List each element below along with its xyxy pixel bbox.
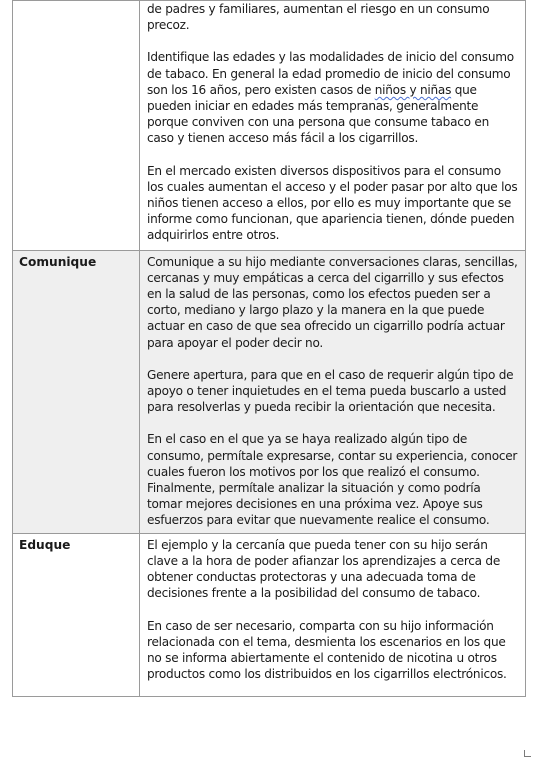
- row-label: Comunique: [13, 250, 140, 533]
- row-content: [140, 1, 526, 251]
- page-corner-mark: [524, 750, 531, 757]
- paragraph: Identifique las edades y las modalidades de inicio del consumo de tabaco. En general la edad promedio de inicio del consumo son los 16 años, pero existen casos de niños y niñas que pueden iniciar en edades más tempranas, generalmente porque conviven con una persona que consume tabaco en caso y tienen acceso más fácil a los cigarrillos.: [147, 50, 514, 146]
- spellcheck-underline: niños y niñas: [374, 82, 452, 97]
- paragraph: Genere apertura, para que en el caso de requerir algún tipo de apoyo o tener inquietudes en el tema pueda buscarlo a usted para resolverlas y pueda recibir la orientación que necesita.: [147, 367, 514, 415]
- row-label: [13, 1, 140, 251]
- paragraph: de padres y familiares, aumentan el riesgo en un consumo precoz.: [147, 2, 490, 33]
- row-content: [140, 250, 526, 533]
- table-row: [13, 1, 526, 251]
- row-content: [140, 533, 526, 697]
- paragraph: En el mercado existen diversos dispositivos para el consumo los cuales aumentan el acceso y el poder pasar por alto que los niños tienen acceso a ellos, por ello es muy importante que se informe como funcionan, que apariencia tienen, dónde pueden adquirirlos entre otros.: [147, 163, 518, 243]
- table-row: [13, 250, 526, 533]
- paragraph: El ejemplo y la cercanía que pueda tener con su hijo serán clave a la hora de poder afianzar los aprendizajes a cerca de obtener conductas protectoras y una adecuada toma de decisiones frente a la posibilidad del consumo de tabaco.: [147, 537, 501, 601]
- paragraph: Comunique a su hijo mediante conversaciones claras, sencillas, cercanas y muy empáticas a cerca del cigarrillo y sus efectos en la salud de las personas, como los efectos pueden ser a corto, mediano y largo plazo y la manera en la que puede actuar en caso de que sea ofrecido un cigarrillo podría actuar para apoyar el poder decir no.: [147, 254, 518, 350]
- row-label: Eduque: [13, 533, 140, 697]
- table-row: [13, 533, 526, 697]
- paragraph: En el caso en el que ya se haya realizado algún tipo de consumo, permítale expresarse, contar su experiencia, conocer cuales fueron los motivos por los que realizó el consumo. Finalmente, permítale analizar la situación y como podría tomar mejores decisiones en una próxima vez. Apoye sus esfuerzos para evitar que nuevamente realice el consumo.: [147, 432, 518, 528]
- document-table: [12, 0, 526, 697]
- paragraph: En caso de ser necesario, comparta con su hijo información relacionada con el tema, desmienta los escenarios en los que no se informa abiertamente el contenido de nicotina u otros productos como los distribuidos en los cigarrillos electrónicos.: [147, 618, 507, 682]
